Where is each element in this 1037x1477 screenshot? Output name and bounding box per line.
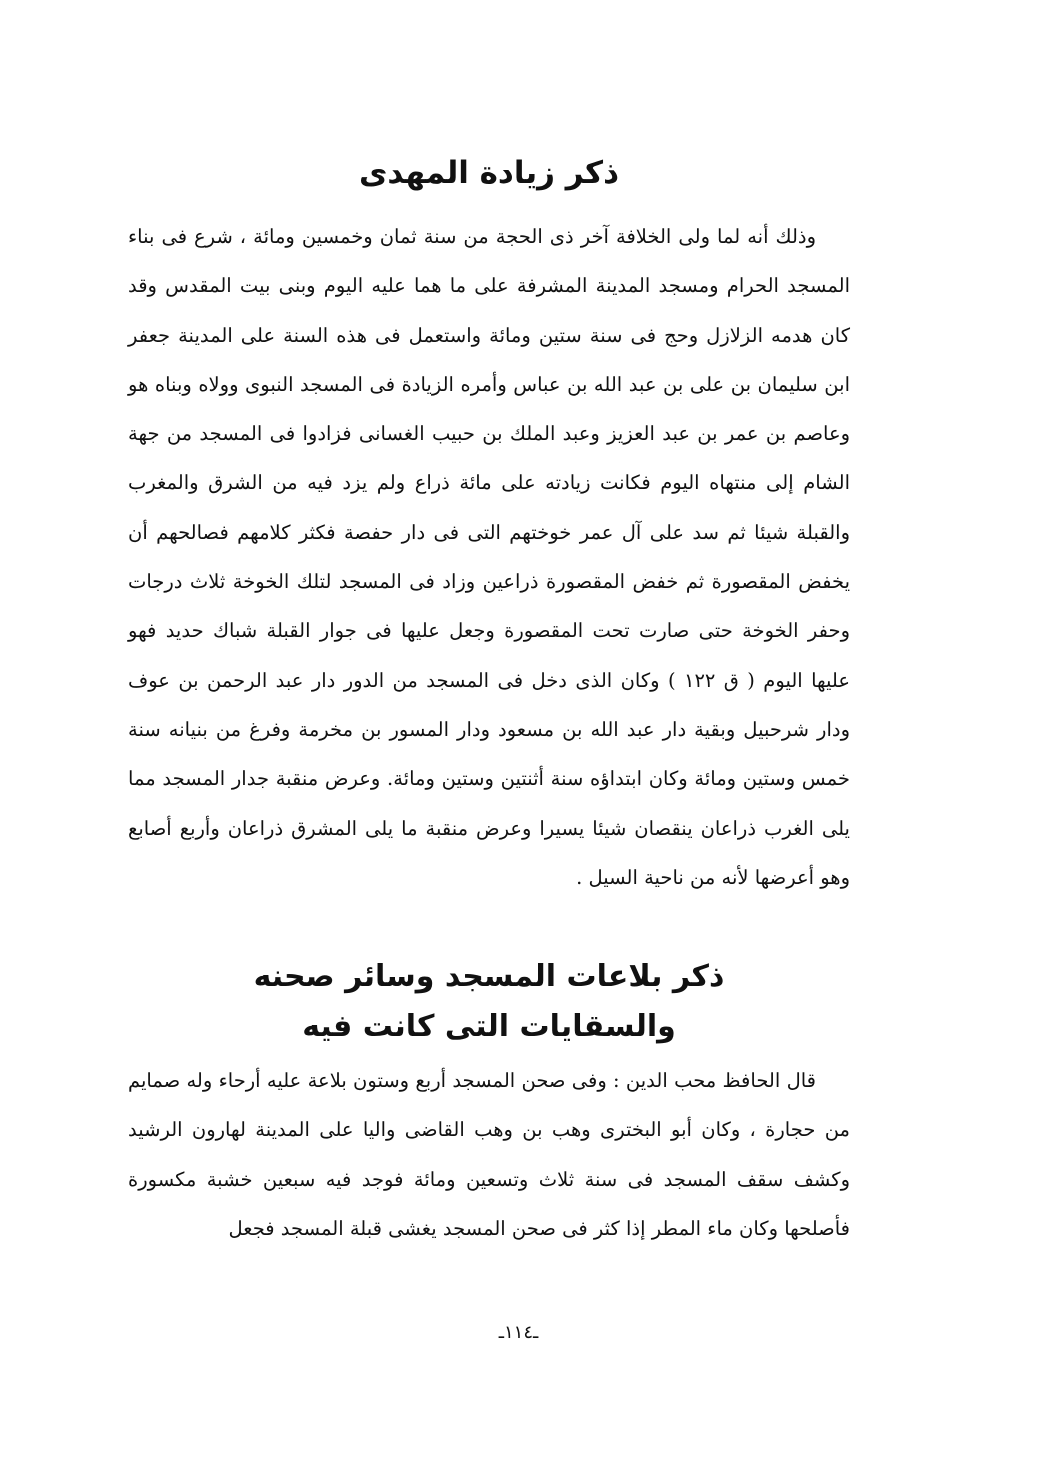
section-2-heading bbox=[128, 952, 850, 1052]
section-1-paragraph: وذلك أنه لما ولى الخلافة آخر ذى الحجة من سنة ثمان وخمسين ومائة ، شرع فى بناء المسجد الحرام ومسجد المدينة المشرفة على ما هما عليه اليوم وبنى بيت المقدس وقد كان هدمه الزلازل وحج فى سنة ستين ومائة واستعمل فى هذه السنة على المدينة جعفر ابن سليمان بن على بن عبد الله بن عباس وأمره الزيادة فى المسجد النبوى وولاه وبناه هو وعاصم بن عمر بن عبد العزيز وعبد الملك بن حبيب الغسانى فزادوا فى المسجد من جهة الشام إلى منتهاه اليوم فكانت زيادته على مائة ذراع ولم يزد فيه من الشرق والمغرب والقبلة شيئا ثم سد على آل عمر خوختهم التى فى دار حفصة فكثر كلامهم فصالحهم أن يخفض المقصورة ثم خفض المقصورة ذراعين وزاد فى المسجد لتلك الخوخة ثلاث درجات وحفر الخوخة حتى صارت تحت المقصورة وجعل عليها فى جوار القبلة شباك حديد فهو عليها اليوم ( ق ١٢٢ ) وكان الذى دخل فى المسجد من الدور دار عبد الرحمن بن عوف ودار شرحبيل وبقية دار عبد الله بن مسعود ودار المسور بن مخرمة وفرغ من بنيانه سنة خمس وستين ومائة وكان ابتداؤه سنة أثنتين وستين ومائة. وعرض منقبة جدار المسجد مما يلى الغرب ذراعان ينقصان شيئا يسيرا وعرض منقبة ما يلى المشرق ذراعان وأربع أصابع وهو أعرضها لأنه من ناحية السيل . bbox=[128, 225, 851, 889]
section-2-heading-line-2: والسقايات التى كانت فيه bbox=[302, 1009, 676, 1044]
section-2-paragraph: قال الحافظ محب الدين : وفى صحن المسجد أربع وستون بلاعة عليه أرحاء وله صمايم من حجارة ، وكان أبو البخترى وهب بن وهب القاضى واليا على المدينة لهارون الرشيد وكشف سقف المسجد فى سنة ثلاث وتسعين ومائة فوجد فيه سبعين خشبة مكسورة فأصلحها وكان ماء المطر إذا كثر فى صحن المسجد يغشى قبلة المسجد فجعل bbox=[128, 1069, 850, 1240]
section-1-body bbox=[128, 212, 850, 902]
section-1-heading: ذكر زيادة المهدى bbox=[359, 155, 619, 191]
page-number: ـ١١٤ـ bbox=[498, 1322, 539, 1343]
section-2-body bbox=[128, 1056, 850, 1253]
section-2-heading-line-1: ذكر بلاعات المسجد وسائر صحنه bbox=[253, 959, 725, 994]
